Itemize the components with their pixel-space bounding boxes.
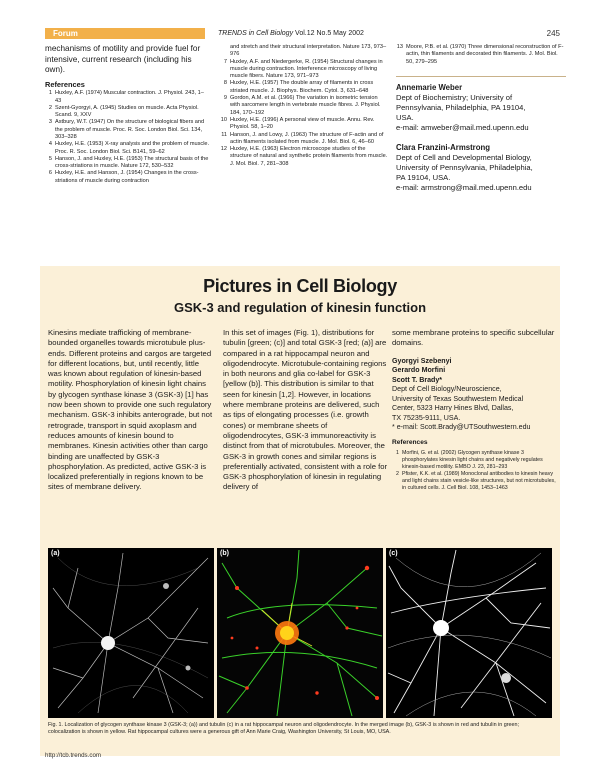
reference-item: 11 Hanson, J. and Lowy, J. (1963) The structure of F-actin and of actin filaments isolated from muscle. J. Mol. Biol. 6, 46–60 bbox=[221, 131, 384, 145]
page-header bbox=[0, 28, 600, 42]
address-line: Dept of Cell Biology/Neuroscience, bbox=[392, 385, 502, 394]
section-tab bbox=[45, 28, 205, 39]
email-link[interactable]: e-mail: amweber@mail.med.upenn.edu bbox=[396, 122, 529, 132]
author-contact-1 bbox=[396, 76, 566, 133]
panel-label: (c) bbox=[389, 550, 398, 557]
author-name: Annemarie Weber bbox=[396, 82, 463, 92]
address-line: PA 19104, USA. bbox=[396, 172, 451, 182]
journal-name: TRENDS in Cell Biology bbox=[218, 30, 294, 37]
prev-article-col-1 bbox=[45, 44, 210, 185]
reference-item: 2 Pfister, K.K. et al. (1989) Monoclonal antibodies to kinesin heavy and light chains stain vesicle-like structures, but not microtubules, in cultured cells. J. Cell Biol. 108, 1453–1463 bbox=[396, 470, 556, 491]
prev-article-col-2 bbox=[220, 44, 388, 168]
reference-item: and stretch and their structural interpretation. Nature 173, 973–976 bbox=[230, 44, 387, 58]
reference-item: 9 Gordon, A.M. et al. (1966) The variation in isometric tension with sarcomere length in vertebrate muscle fibres. J. Physiol. 184, 170–192 bbox=[223, 95, 381, 116]
reference-item: 1 Huxley, A.F. (1974) Muscular contraction. J. Physiol. 243, 1–43 bbox=[48, 90, 204, 104]
author-name: Clara Franzini-Armstrong bbox=[396, 142, 491, 152]
reference-item: 7 Huxley, A.F. and Niedergerke, R. (1954) Structural changes in muscle during contraction. Interference microscopy of living muscle fibers. Nature 173, 971–973 bbox=[223, 58, 383, 80]
feature-col-3-text: some membrane proteins to specific subcellular domains. bbox=[392, 328, 555, 348]
author-name: Gyorgyi Szebenyi bbox=[392, 356, 452, 365]
page-number: 245 bbox=[546, 29, 560, 38]
reference-item: 1 Morfini, G. et al. (2002) Glycogen synthase kinase 3 phosphorylates kinesin light chains and negatively regulates kinesin-based motility. EMBO J. 23, 281–293 bbox=[396, 449, 543, 470]
pictures-in-cell-biology-box bbox=[40, 266, 560, 756]
reference-item: 2 Szent-Gyorgyi, A. (1945) Studies on muscle. Acta Physiol. Scand. 9, XXV bbox=[48, 104, 199, 119]
author-name: Scott T. Brady* bbox=[392, 375, 443, 384]
reference-item: 10 Huxley, H.E. (1996) A personal view of muscle. Annu. Rev. Physiol. 58, 1–20 bbox=[220, 116, 375, 131]
address-line: University of Pennsylvania, Philadelphia, bbox=[396, 162, 533, 172]
reference-item: 8 Huxley, H.E. (1957) The double array of filaments in cross striated muscle. J. Biophys. Biochem. Cytol. 3, 631–648 bbox=[223, 80, 374, 94]
figure-1 bbox=[48, 548, 552, 718]
micrograph-tubulin bbox=[386, 548, 552, 718]
author-name: Gerardo Morfini bbox=[392, 366, 446, 375]
reference-item: 13 Moore, P.B. et al. (1970) Three dimensional reconstruction of F-actin, thin filaments and decorated thin filaments. J. Mol. Biol. 50, 279–295 bbox=[396, 44, 564, 65]
author-contact-2 bbox=[396, 143, 566, 193]
feature-subtitle: GSK-3 and regulation of kinesin function bbox=[173, 300, 427, 315]
feature-col-1: Kinesins mediate trafficking of membrane-bounded organelles towards microtubule plus-ends. Different proteins and cargos are targeted for different locations, but, until recently, little was known about regulation of kinesin-based motility. Phosphorylation of kinesin light chains by glycogen synthase kinase 3 (GSK-3) [1] has now been shown to provide one such regulatory mechanism. GSK-3 inhibits anterograde, but not retrograde, transport in squid axoplasm and reduces amounts of kinesin bound to membranes. Kinesin activities other than cargo binding are unaffected by GSK-3 phosphorylation. As predicted, active GSK-3 is localized preferentially in regions known to be sites of membrane delivery. bbox=[48, 328, 213, 492]
reference-item: 6 Huxley, H.E. and Hanson, J. (1954) Changes in the cross-striations of muscle during contraction bbox=[48, 170, 199, 184]
feature-authors bbox=[392, 357, 558, 433]
feature-references-title: References bbox=[392, 438, 428, 446]
figure-panel-c bbox=[386, 548, 552, 718]
panel-label: (b) bbox=[220, 550, 229, 557]
prev-article-intro: mechanisms of motility and provide fuel for intensive, current research (including his own). bbox=[45, 44, 201, 74]
address-line: TX 75235-9111, USA. bbox=[392, 413, 461, 422]
section-label: Forum bbox=[53, 29, 78, 38]
panel-label: (a) bbox=[51, 550, 60, 557]
address-line: Pennsylvania, Philadelphia, PA 19104, bbox=[396, 102, 526, 112]
reference-item: 12 Huxley, H.E. (1963) Electron microscope studies of the structure of natural and synthetic protein filaments from muscle. J. Mol. Biol. 7, 281–308 bbox=[220, 146, 388, 167]
prev-article-col-3 bbox=[396, 44, 566, 193]
footer-url[interactable]: http://tcb.trends.com bbox=[45, 752, 102, 759]
feature-col-2: In this set of images (Fig. 1), distributions for tubulin [green; (c)] and total GSK-3 [red; (a)] are compared in a rat hippocampal neuron and oligodendrocyte. Microtubule-containing regions in both neurons and glia co-label for GSK-3 [yellow (b)]. This distribution is similar to that seen for kinesin [1,2]. However, in locations where membrane proteins are delivered, such as tips of elongating processes (i.e. growth cones) or membrane sheets of oligodendrocytes, GSK-3 immunoreactivity is distinct from that of microtubules. Moreover, the GSK-3 in growth cones and similar regions is preferentially activated, consistent with a role for GSK-3 phosphorylation of kinesin in regulating delivery of bbox=[223, 328, 388, 492]
journal-info bbox=[218, 28, 364, 39]
feature-title: Pictures in Cell Biology bbox=[203, 276, 397, 296]
email-link[interactable]: e-mail: armstrong@mail.med.upenn.edu bbox=[396, 182, 532, 192]
address-line: USA. bbox=[396, 112, 414, 122]
figure-caption: Fig. 1. Localization of glycogen synthase kinase 3 (GSK-3; (a)) and tubulin (c) in a rat hippocampal neuron and oligodendrocyte. In the merged image (b), GSK-3 is shown in red and tubulin in green; colocalization is shown in yellow. Rat hippocampal cultures were a generous gift of Ann Marie Craig, Washington University, St Louis, MO, USA. bbox=[48, 722, 520, 735]
prev-references-title: References bbox=[45, 79, 85, 89]
journal-issue: Vol.12 No.5 May 2002 bbox=[295, 30, 364, 37]
divider bbox=[396, 76, 566, 77]
micrograph-gsk3 bbox=[48, 548, 214, 718]
address-line: Dept of Cell and Developmental Biology, bbox=[396, 152, 532, 162]
micrograph-merged bbox=[217, 548, 383, 718]
address-line: Dept of Biochemistry; University of bbox=[396, 92, 513, 102]
figure-panel-b bbox=[217, 548, 383, 718]
reference-item: 3 Astbury, W.T. (1947) On the structure of biological fibers and the problem of muscle. Proc. R. Soc. London Biol. Sci. 134, 303–328 bbox=[48, 119, 205, 140]
reference-item: 4 Huxley, H.E. (1953) X-ray analysis and the problem of muscle. Proc. R. Soc. London Biol. Sci. B141, 59–62 bbox=[48, 141, 210, 155]
address-line: University of Texas Southwestern Medical bbox=[392, 394, 524, 403]
address-line: Center, 5323 Harry Hines Blvd, Dallas, bbox=[392, 404, 514, 413]
feature-col-3 bbox=[392, 328, 558, 492]
prev-references-list-1 bbox=[45, 90, 210, 185]
reference-item: 5 Hanson, J. and Huxley, H.E. (1953) The structural basis of the cross-striations in muscle. Nature 172, 530–532 bbox=[48, 155, 209, 170]
email-link[interactable]: * e-mail: Scott.Brady@UTSouthwestern.edu bbox=[392, 423, 531, 432]
figure-panel-a bbox=[48, 548, 214, 718]
